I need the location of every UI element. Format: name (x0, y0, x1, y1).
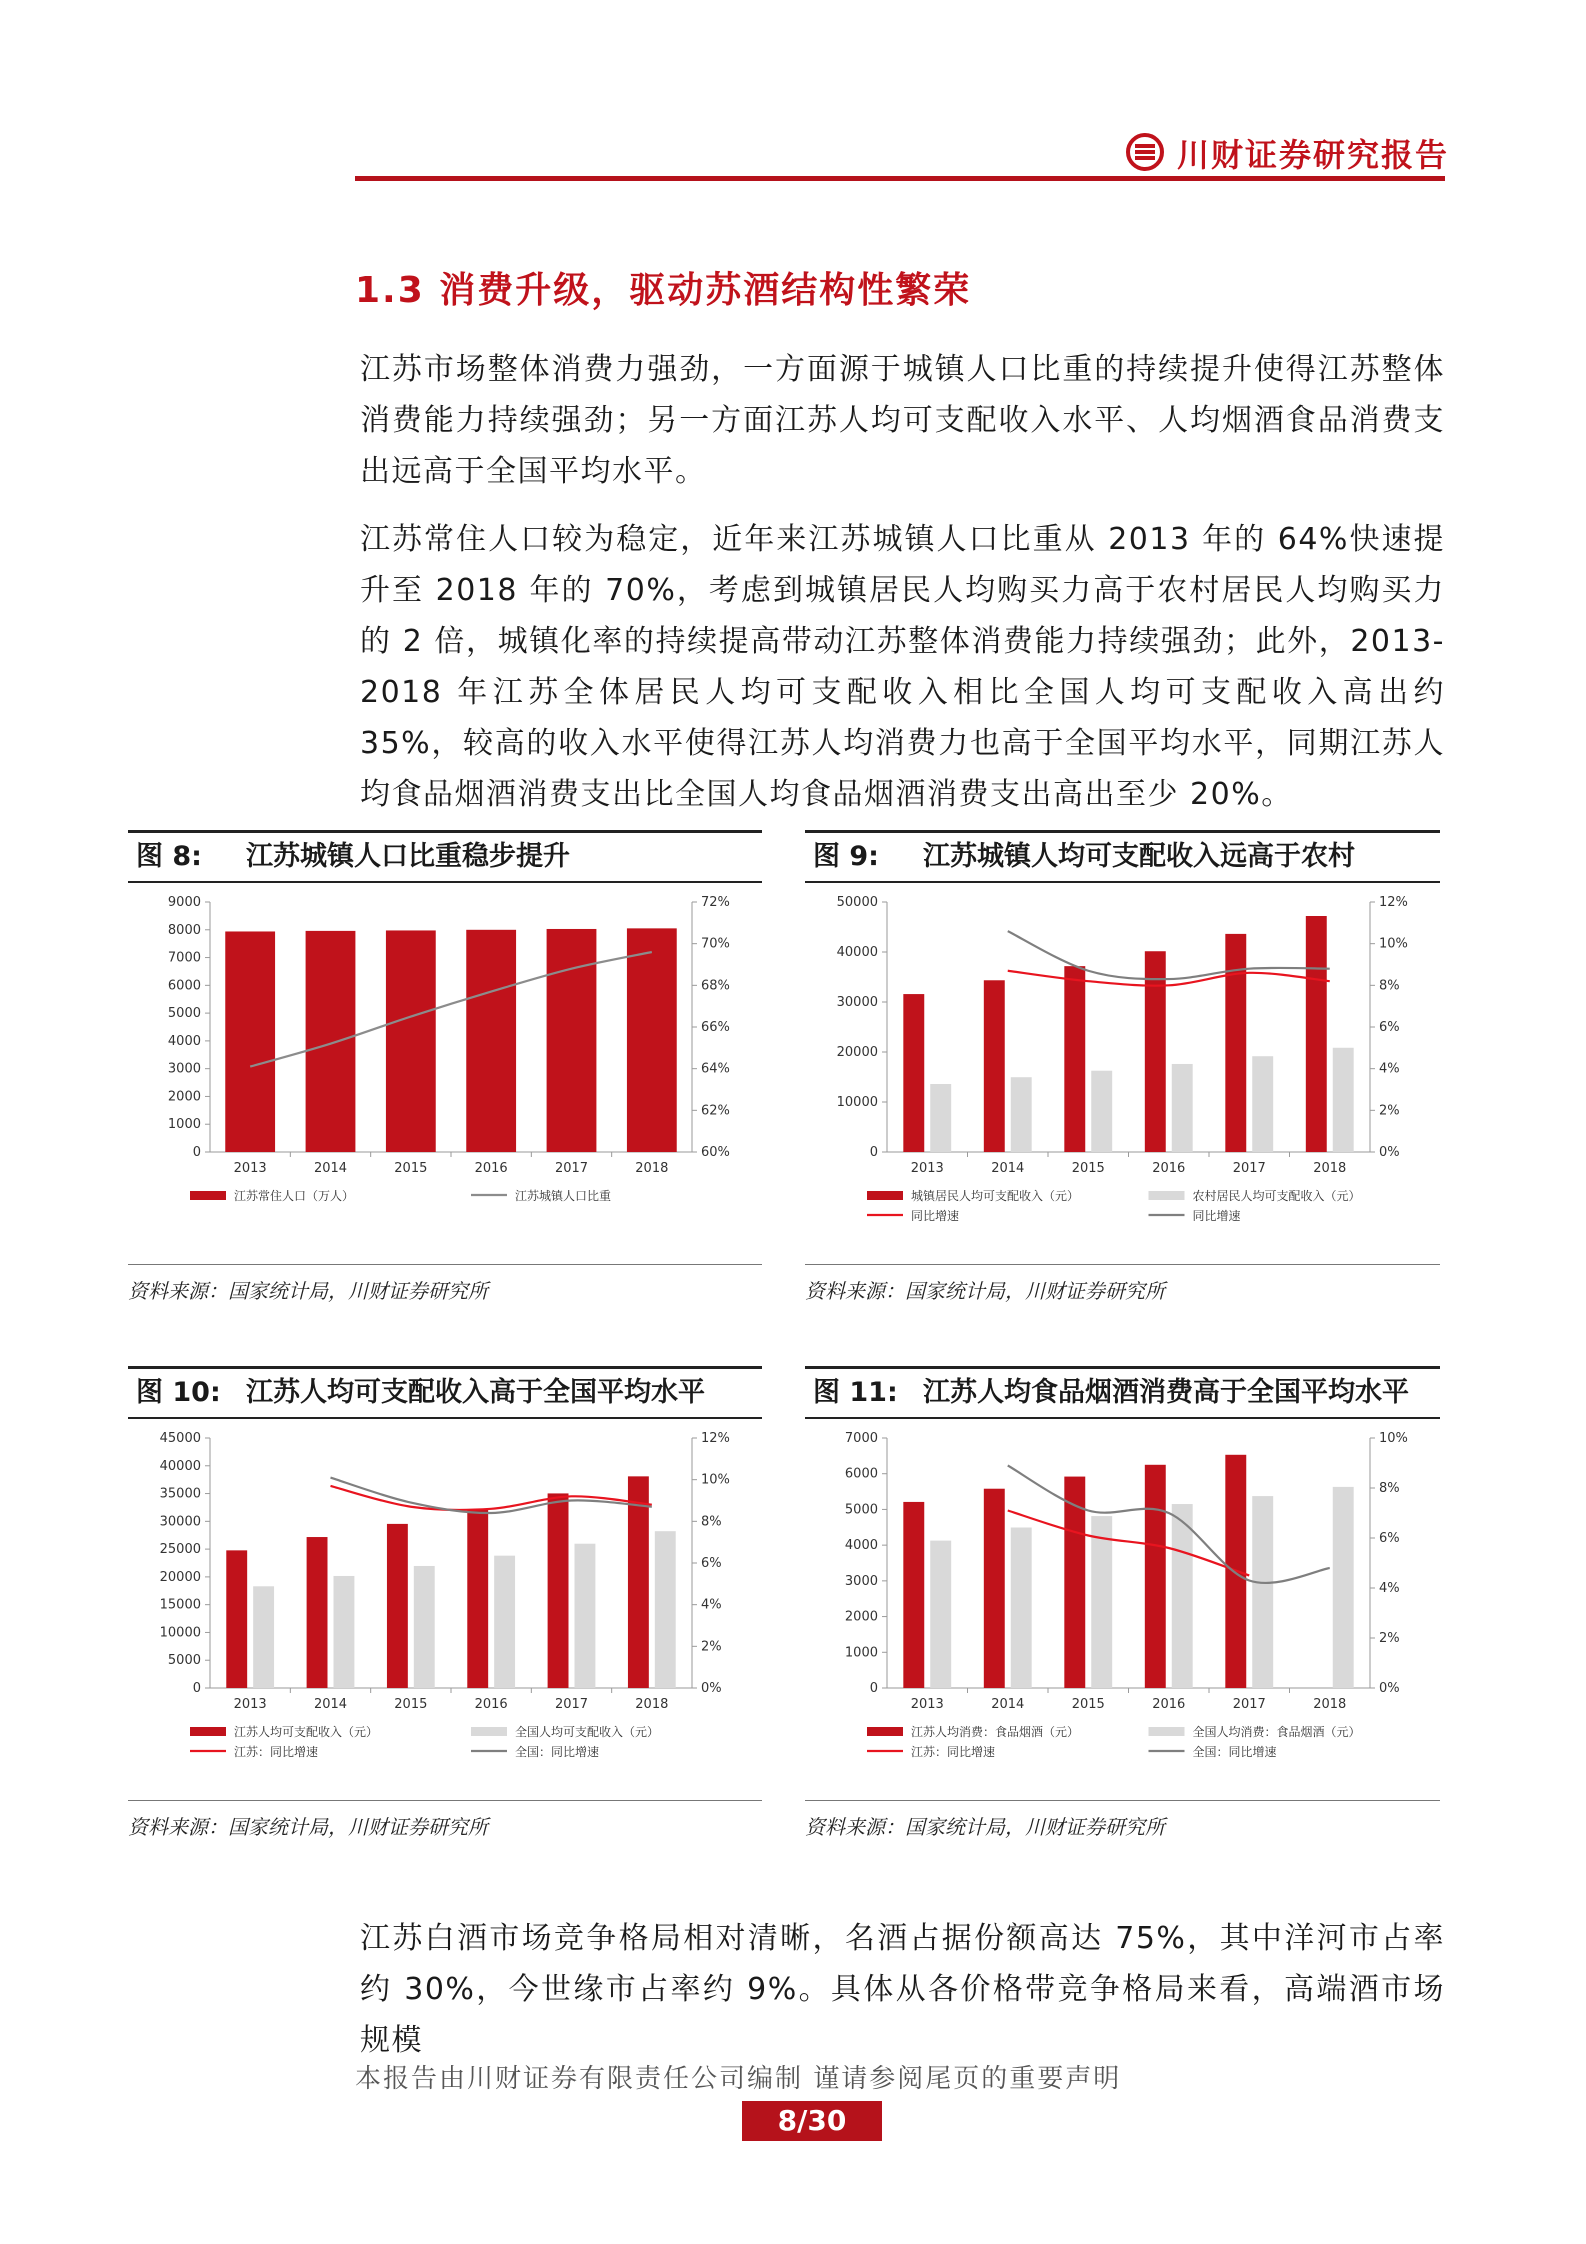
left-tick-label: 1000 (844, 1645, 878, 1661)
header-divider (355, 176, 1445, 181)
figure-caption: 江苏人均食品烟酒消费高于全国平均水平 (923, 1377, 1409, 1408)
figure-11 (805, 1366, 1440, 1846)
legend-label: 全国人均可支配收入（元） (515, 1725, 660, 1739)
left-tick-label: 0 (869, 1145, 878, 1160)
footer-disclaimer: 本报告由川财证券有限责任公司编制 谨请参阅尾页的重要声明 (355, 2064, 1122, 2094)
legend-label: 江苏城镇人口比重 (515, 1189, 612, 1203)
right-tick-label: 0% (1379, 1145, 1400, 1160)
series-line (1008, 1511, 1250, 1576)
figure-title (805, 830, 1440, 883)
left-tick-label: 30000 (836, 995, 878, 1010)
right-tick-label: 8% (1379, 1481, 1400, 1496)
paragraph-1: 江苏市场整体消费力强劲，一方面源于城镇人口比重的持续提升使得江苏整体消费能力持续强劲；另一方面江苏人均可支配收入水平、人均烟酒食品消费支出远高于全国平均水平。 (360, 352, 1445, 489)
series-line (1008, 1466, 1330, 1583)
left-tick-label: 40000 (159, 1458, 201, 1474)
bar (1091, 1516, 1112, 1688)
right-tick-label: 8% (1379, 978, 1400, 994)
chart-food-liquor-spending (805, 1426, 1440, 1786)
figure-title (128, 1366, 762, 1419)
left-tick-label: 9000 (167, 895, 201, 910)
figure-source: 资料来源：国家统计局，川财证券研究所 (128, 1800, 762, 1840)
right-tick-label: 62% (701, 1103, 730, 1119)
x-tick-label: 2014 (991, 1697, 1025, 1712)
left-tick-label: 4000 (844, 1538, 878, 1554)
bar (903, 1502, 924, 1688)
figure-source: 资料来源：国家统计局，川财证券研究所 (128, 1264, 762, 1304)
right-tick-label: 4% (1379, 1581, 1400, 1596)
bar (306, 931, 356, 1152)
bar (655, 1531, 676, 1688)
legend-label: 江苏人均可支配收入（元） (234, 1725, 379, 1739)
right-tick-label: 6% (1379, 1531, 1400, 1546)
right-tick-label: 6% (701, 1556, 722, 1571)
bar (225, 931, 275, 1152)
bar (1172, 1504, 1193, 1688)
bar (253, 1586, 274, 1688)
chart-urban-rural-income (805, 890, 1440, 1250)
bar (1333, 1048, 1354, 1152)
left-tick-label: 20000 (836, 1045, 878, 1060)
left-tick-label: 35000 (159, 1486, 201, 1502)
figure-title (128, 830, 762, 883)
x-tick-label: 2018 (635, 1697, 669, 1712)
bar (1145, 951, 1166, 1152)
left-tick-label: 0 (869, 1681, 878, 1696)
x-tick-label: 2016 (1152, 1697, 1186, 1712)
left-tick-label: 20000 (159, 1569, 201, 1585)
paragraph-2: 江苏常住人口较为稳定，近年来江苏城镇人口比重从 2013 年的 64%快速提升至 2018 年的 70%，考虑到城镇居民人均购买力高于农村居民人均购买力的 2 倍，城镇化率的持续提高带动江苏整体消费能力持续强劲；此外，2013-2018 年江苏全体居民人均可支配收入相比全国人均可支配收入高出约 35%，较高的收入水平使得江苏人均消费力也高于全国平均水平，同期江苏人均食品烟酒消费支出比全国人均食品烟酒消费支出高出至少 20%。 (360, 522, 1445, 812)
figure-10 (128, 1366, 762, 1846)
bar (930, 1084, 951, 1152)
figure-number: 图 8: (136, 841, 202, 872)
legend-label: 江苏：同比增速 (911, 1745, 996, 1759)
right-tick-label: 12% (1379, 895, 1408, 910)
x-tick-label: 2014 (313, 1161, 348, 1176)
bar (1091, 1071, 1112, 1152)
bar (628, 1476, 649, 1688)
right-tick-label: 10% (1379, 936, 1408, 952)
chart-disposable-income (128, 1426, 762, 1786)
bar (984, 1489, 1005, 1688)
left-tick-label: 6000 (167, 978, 201, 994)
figure-title (805, 1366, 1440, 1419)
x-tick-label: 2016 (1152, 1161, 1186, 1176)
legend-swatch (190, 1191, 226, 1200)
bar (1252, 1496, 1273, 1688)
figure-number: 图 11: (813, 1377, 898, 1408)
right-tick-label: 68% (701, 978, 730, 994)
bar (1011, 1077, 1032, 1152)
x-tick-label: 2017 (1232, 1161, 1266, 1176)
page-number: 8/30 (742, 2101, 882, 2141)
left-tick-label: 8000 (167, 922, 201, 938)
bar (466, 930, 516, 1152)
left-tick-label: 7000 (844, 1431, 878, 1446)
right-tick-label: 6% (1379, 1020, 1400, 1035)
x-tick-label: 2013 (910, 1697, 944, 1712)
x-tick-label: 2018 (1313, 1697, 1347, 1712)
bar (1225, 934, 1246, 1152)
bar (226, 1550, 247, 1688)
series-line (331, 1486, 652, 1510)
bar (467, 1510, 488, 1688)
legend-label: 同比增速 (911, 1209, 960, 1223)
x-tick-label: 2013 (233, 1161, 267, 1176)
right-tick-label: 4% (1379, 1061, 1400, 1077)
left-tick-label: 0 (192, 1681, 201, 1696)
legend-swatch (190, 1727, 226, 1736)
x-tick-label: 2017 (554, 1161, 589, 1176)
x-tick-label: 2015 (1071, 1161, 1105, 1176)
left-tick-label: 50000 (836, 895, 878, 910)
left-tick-label: 1000 (167, 1117, 201, 1133)
legend-swatch (867, 1191, 903, 1200)
bar (1011, 1528, 1032, 1689)
left-tick-label: 7000 (167, 950, 201, 966)
report-header (355, 118, 1450, 180)
left-tick-label: 10000 (159, 1625, 201, 1641)
x-tick-label: 2015 (394, 1697, 428, 1712)
left-tick-label: 3000 (844, 1573, 878, 1589)
left-tick-label: 5000 (167, 1653, 201, 1669)
left-tick-label: 6000 (844, 1466, 878, 1482)
series-line (1008, 931, 1330, 979)
figure-9 (805, 830, 1440, 1310)
left-tick-label: 3000 (167, 1061, 201, 1077)
bar (494, 1556, 515, 1688)
bar (1145, 1465, 1166, 1688)
right-tick-label: 4% (701, 1597, 722, 1613)
x-tick-label: 2017 (554, 1697, 589, 1712)
left-tick-label: 2000 (167, 1089, 201, 1105)
legend-swatch (867, 1727, 903, 1736)
left-tick-label: 5000 (167, 1006, 201, 1022)
left-tick-label: 0 (192, 1145, 201, 1160)
figure-number: 图 9: (813, 841, 879, 872)
x-tick-label: 2018 (635, 1161, 669, 1176)
figure-caption: 江苏人均可支配收入高于全国平均水平 (246, 1377, 705, 1408)
x-tick-label: 2018 (1313, 1161, 1347, 1176)
legend-swatch (471, 1727, 507, 1736)
bar (1252, 1056, 1273, 1152)
left-tick-label: 25000 (159, 1542, 201, 1558)
right-tick-label: 2% (1379, 1103, 1400, 1119)
section-heading: 1.3 消费升级，驱动苏酒结构性繁荣 (355, 270, 972, 311)
left-tick-label: 15000 (159, 1597, 201, 1613)
bar (386, 930, 436, 1152)
legend-label: 江苏常住人口（万人） (234, 1189, 355, 1203)
figure-caption: 江苏城镇人口比重稳步提升 (246, 841, 570, 872)
legend-swatch (1149, 1191, 1185, 1200)
bar (1333, 1487, 1354, 1688)
left-tick-label: 4000 (167, 1033, 201, 1049)
bar (547, 929, 597, 1152)
right-tick-label: 70% (701, 936, 730, 952)
right-tick-label: 64% (701, 1061, 730, 1077)
x-tick-label: 2013 (910, 1161, 944, 1176)
x-tick-label: 2014 (991, 1161, 1025, 1176)
right-tick-label: 2% (701, 1639, 722, 1655)
x-tick-label: 2016 (474, 1161, 508, 1176)
report-brand-title: 川财证券研究报告 (1177, 136, 1450, 174)
bar (1306, 916, 1327, 1152)
bar (307, 1537, 328, 1688)
bar (414, 1566, 435, 1688)
bar (1064, 966, 1085, 1152)
right-tick-label: 0% (1379, 1681, 1400, 1696)
legend-label: 江苏人均消费：食品烟酒（元） (911, 1725, 1080, 1739)
legend-label: 全国人均消费：食品烟酒（元） (1192, 1725, 1361, 1739)
figure-8 (128, 830, 762, 1310)
x-tick-label: 2017 (1232, 1697, 1266, 1712)
right-tick-label: 60% (701, 1145, 730, 1160)
chart-urban-population (128, 890, 762, 1250)
right-tick-label: 8% (701, 1514, 722, 1530)
legend-label: 同比增速 (1192, 1209, 1241, 1223)
right-tick-label: 2% (1379, 1631, 1400, 1646)
left-tick-label: 30000 (159, 1514, 201, 1530)
bar (903, 994, 924, 1152)
legend-label: 城镇居民人均可支配收入（元） (911, 1189, 1080, 1203)
figure-number: 图 10: (136, 1377, 221, 1408)
right-tick-label: 10% (701, 1472, 730, 1488)
left-tick-label: 45000 (159, 1431, 201, 1446)
legend-label: 农村居民人均可支配收入（元） (1192, 1189, 1361, 1203)
bar (548, 1493, 569, 1688)
bar (1172, 1064, 1193, 1152)
chuancai-logo-icon (1125, 132, 1165, 172)
bar (930, 1541, 951, 1688)
left-tick-label: 40000 (836, 945, 878, 960)
right-tick-label: 0% (701, 1681, 722, 1696)
legend-swatch (1149, 1727, 1185, 1736)
left-tick-label: 10000 (836, 1095, 878, 1110)
x-tick-label: 2013 (233, 1697, 267, 1712)
right-tick-label: 12% (701, 1431, 730, 1446)
bar (575, 1544, 596, 1688)
x-tick-label: 2014 (313, 1697, 348, 1712)
series-line (331, 1478, 652, 1513)
left-tick-label: 2000 (844, 1609, 878, 1625)
bar (334, 1576, 355, 1688)
x-tick-label: 2015 (394, 1161, 428, 1176)
figure-caption: 江苏城镇人均可支配收入远高于农村 (923, 841, 1355, 872)
bar (387, 1524, 408, 1688)
right-tick-label: 10% (1379, 1431, 1408, 1446)
bar (627, 928, 677, 1152)
paragraph-3: 江苏白酒市场竞争格局相对清晰，名酒占据份额高达 75%，其中洋河市占率约 30%，今世缘市占率约 9%。具体从各价格带竞争格局来看，高端酒市场规模 (360, 1921, 1445, 2058)
right-tick-label: 72% (701, 895, 730, 910)
legend-label: 江苏：同比增速 (234, 1745, 319, 1759)
x-tick-label: 2016 (474, 1697, 508, 1712)
left-tick-label: 5000 (844, 1502, 878, 1518)
right-tick-label: 66% (701, 1020, 730, 1035)
legend-label: 全国：同比增速 (1192, 1745, 1277, 1759)
figure-source: 资料来源：国家统计局，川财证券研究所 (805, 1800, 1440, 1840)
legend-label: 全国：同比增速 (515, 1745, 600, 1759)
figure-source: 资料来源：国家统计局，川财证券研究所 (805, 1264, 1440, 1304)
x-tick-label: 2015 (1071, 1697, 1105, 1712)
bar (984, 980, 1005, 1152)
